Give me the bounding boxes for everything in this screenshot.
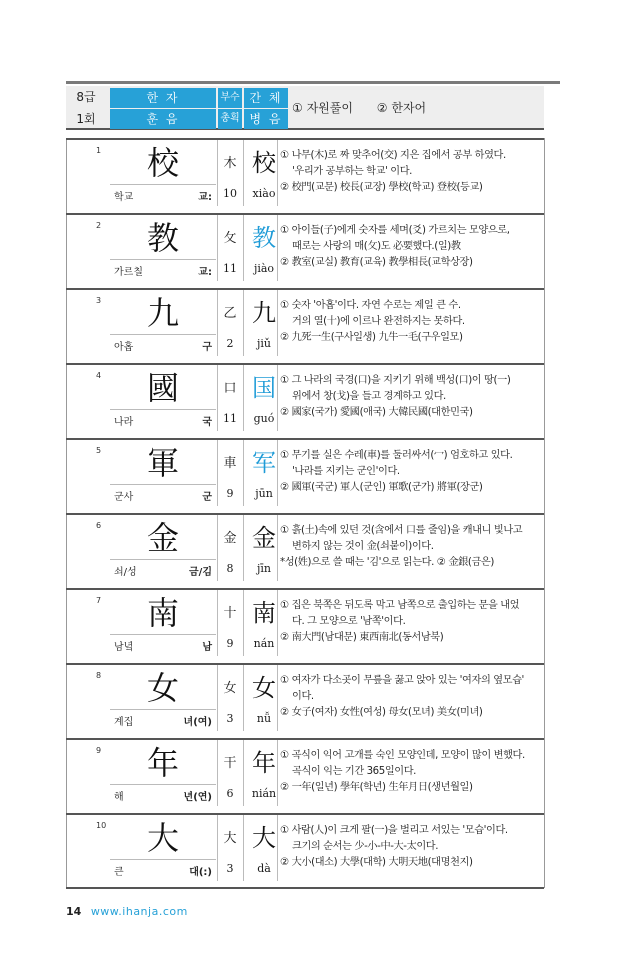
hanja-meaning: 남녘 xyxy=(114,642,134,653)
compound-words-header: ② 한자어 xyxy=(376,101,427,115)
entry-number: 9 xyxy=(96,746,102,755)
hanja-character: 九 xyxy=(146,294,179,332)
hanja-sound: 녀(여) xyxy=(183,717,212,728)
description xyxy=(280,298,544,346)
description-line: 다. 그 모양으로 '남쪽'이다. xyxy=(292,616,406,627)
row-divider xyxy=(66,738,544,740)
description xyxy=(280,148,544,196)
description-line: ① 여자가 다소곳이 무릎을 꿇고 앉아 있는 '여자의 옆모습' xyxy=(280,675,524,686)
hanja-cell xyxy=(110,142,216,184)
radical: 女 xyxy=(223,681,237,696)
meaning-sound-cell xyxy=(110,259,216,279)
table-row xyxy=(66,438,544,506)
description-line: 때로는 사랑의 매(攵)도 必要했다.(일)教 xyxy=(292,241,461,252)
meaning-sound-cell xyxy=(110,559,216,579)
row-divider xyxy=(66,813,544,815)
stroke-count: 3 xyxy=(226,862,234,875)
hanja-character: 大 xyxy=(146,819,179,857)
hanja-meaning: 학교 xyxy=(114,192,134,203)
hanja-sound: 대(:) xyxy=(189,867,212,878)
description-line: ② 校門(교문) 校長(교장) 學校(학교) 登校(등교) xyxy=(280,182,483,193)
meaning-sound-cell xyxy=(110,184,216,204)
radical: 車 xyxy=(223,456,237,471)
simplified-header: 간 체 xyxy=(244,88,288,108)
description-line: ① 사람(人)이 크게 팔(一)을 벌리고 서있는 '모습'이다. xyxy=(280,825,508,836)
stroke-count: 6 xyxy=(226,787,234,800)
pinyin: jīn xyxy=(256,562,271,575)
table-row xyxy=(66,213,544,281)
description-line: '나라를 지키는 군인'이다. xyxy=(292,466,400,477)
description-line: ① 집은 북쪽은 뒤도록 막고 남쪽으로 출입하는 문을 내었 xyxy=(280,600,520,611)
pinyin: nǚ xyxy=(256,712,272,725)
hanja-sound: 교: xyxy=(198,192,212,203)
etymology-header: ① 자원풀이 xyxy=(292,101,353,115)
top-rule xyxy=(66,81,560,84)
description-line: ② 教室(교실) 教育(교육) 教學相長(교학상장) xyxy=(280,257,473,268)
page-number: 14 xyxy=(66,905,82,918)
row-divider xyxy=(66,663,544,665)
hanja-meaning: 쇠/성 xyxy=(114,567,137,578)
hanja-sound: 국 xyxy=(202,417,212,428)
meaning-sound-cell xyxy=(110,334,216,354)
description xyxy=(280,373,544,421)
hanja-meaning: 아홉 xyxy=(114,342,134,353)
description-line: ② 國軍(국군) 軍人(군인) 軍歌(군가) 將軍(장군) xyxy=(280,482,483,493)
hanja-cell xyxy=(110,742,216,784)
radical: 干 xyxy=(223,756,237,771)
radical: 攵 xyxy=(223,231,237,246)
stroke-count: 10 xyxy=(223,187,237,200)
table-row xyxy=(66,288,544,356)
description-line: 곡식이 익는 기간 365일이다. xyxy=(292,766,417,777)
row-divider xyxy=(66,513,544,515)
session-label: 1회 xyxy=(76,112,96,126)
description xyxy=(280,748,544,796)
hanja-cell xyxy=(110,292,216,334)
entry-number: 4 xyxy=(96,371,102,380)
stroke-count: 11 xyxy=(223,262,237,275)
entry-number: 10 xyxy=(96,821,107,830)
hanja-cell xyxy=(110,442,216,484)
description-line: ① 무기를 실은 수레(車)를 둘러싸서(冖) 엄호하고 있다. xyxy=(280,450,513,461)
meaning-sound-cell xyxy=(110,859,216,879)
radical: 口 xyxy=(223,381,237,396)
hanja-sound: 군 xyxy=(202,492,212,503)
simplified-character: 校 xyxy=(252,149,276,177)
hanja-meaning: 가르칠 xyxy=(114,267,143,278)
simplified-character: 金 xyxy=(252,524,276,552)
row-divider xyxy=(66,213,544,215)
table-right-border xyxy=(544,138,545,888)
hanja-meaning: 군사 xyxy=(114,492,134,503)
level-session xyxy=(66,86,106,130)
pinyin: nián xyxy=(251,787,277,800)
description-line: ① 그 나라의 국경(口)을 지키기 위해 백성(口)이 땅(一) xyxy=(280,375,511,386)
pinyin: xiào xyxy=(252,187,276,200)
meaning-sound-cell xyxy=(110,784,216,804)
description-line: 거의 열(十)에 이르나 완전하지는 못하다. xyxy=(292,316,465,327)
stroke-count: 8 xyxy=(226,562,234,575)
hanja-cell xyxy=(110,217,216,259)
description xyxy=(280,823,544,871)
radical: 乙 xyxy=(223,306,237,321)
row-divider xyxy=(66,438,544,440)
row-divider xyxy=(66,588,544,590)
hanja-sound: 남 xyxy=(202,642,212,653)
hanja-meaning: 해 xyxy=(114,792,124,803)
description-line: ② 九死一生(구사일생) 九牛一毛(구우일모) xyxy=(280,332,463,343)
hanja-sound: 년(연) xyxy=(183,792,212,803)
hanja-sound: 금/김 xyxy=(189,567,212,578)
hanja-meaning: 계집 xyxy=(114,717,134,728)
bottom-rule xyxy=(66,887,544,889)
hanja-cell xyxy=(110,592,216,634)
table-row xyxy=(66,588,544,656)
simplified-character: 大 xyxy=(252,824,276,852)
simplified-character: 国 xyxy=(252,374,276,402)
entry-number: 1 xyxy=(96,146,102,155)
stroke-count: 2 xyxy=(226,337,234,350)
row-divider xyxy=(66,288,544,290)
description-line: ① 숫자 '아홉'이다. 자연 수로는 제일 큰 수. xyxy=(280,300,461,311)
description-line: '우리가 공부하는 학교' 이다. xyxy=(292,166,413,177)
table-row xyxy=(66,138,544,206)
row-divider xyxy=(66,138,544,140)
hanja-sound: 교: xyxy=(198,267,212,278)
simplified-character: 年 xyxy=(252,749,276,777)
meaning-sound-cell xyxy=(110,709,216,729)
description-line: ② 南大門(남대문) 東西南北(동서남북) xyxy=(280,632,444,643)
meaning-sound-cell xyxy=(110,634,216,654)
hanja-cell xyxy=(110,367,216,409)
stroke-count: 9 xyxy=(226,487,234,500)
hanja-character: 女 xyxy=(146,669,179,707)
description xyxy=(280,673,544,721)
radical: 十 xyxy=(223,606,237,621)
hanja-character: 年 xyxy=(146,744,179,782)
meaning-sound-header: 훈 음 xyxy=(110,109,216,129)
hanja-character: 校 xyxy=(146,144,179,182)
page-footer xyxy=(66,905,188,918)
hanja-character: 南 xyxy=(146,594,179,632)
description-line: 변하지 않는 것이 金(쇠붙이)이다. xyxy=(292,541,434,552)
hanja-sound: 구 xyxy=(202,342,212,353)
level-label: 8급 xyxy=(76,90,96,104)
description-line: ② 大小(대소) 大學(대학) 大明天地(대명천지) xyxy=(280,857,473,868)
description-line: *성(姓)으로 쓸 때는 '김'으로 읽는다. ② 金銀(금은) xyxy=(280,557,494,568)
pinyin: jiào xyxy=(253,262,275,275)
table-header xyxy=(66,86,544,130)
simplified-character: 南 xyxy=(252,599,276,627)
stroke-count-header: 총획 xyxy=(218,109,242,129)
hanja-meaning: 나라 xyxy=(114,417,134,428)
description-line: 크기의 순서는 少-小-中-大-太이다. xyxy=(292,841,439,852)
hanja-character: 教 xyxy=(146,219,179,257)
stroke-count: 9 xyxy=(226,637,234,650)
entry-number: 5 xyxy=(96,446,102,455)
pinyin: jiǔ xyxy=(256,337,271,350)
hanja-meaning: 큰 xyxy=(114,867,124,878)
table-row xyxy=(66,663,544,731)
table-row xyxy=(66,513,544,581)
hanja-character: 軍 xyxy=(146,444,179,482)
entry-number: 8 xyxy=(96,671,102,680)
description-line: ① 아이들(子)에게 숫자를 세며(爻) 가르치는 모양으로, xyxy=(280,225,510,236)
description-line: ① 나무(木)로 짜 맞추어(交) 지은 집에서 공부 하였다. xyxy=(280,150,506,161)
radical: 木 xyxy=(223,156,237,171)
hanja-cell xyxy=(110,667,216,709)
description-line: ① 흙(土)속에 있던 것(含에서 口를 줄임)을 캐내니 빛나고 xyxy=(280,525,523,536)
description-header xyxy=(292,86,446,130)
simplified-character: 教 xyxy=(252,224,276,252)
pinyin: nán xyxy=(253,637,275,650)
description-line: ② 一年(일년) 學年(학년) 生年月日(생년월일) xyxy=(280,782,473,793)
radical: 大 xyxy=(223,831,237,846)
meaning-sound-cell xyxy=(110,484,216,504)
hanja-character: 國 xyxy=(146,369,179,407)
table-row xyxy=(66,738,544,806)
hanja-cell xyxy=(110,517,216,559)
pinyin-header: 병 음 xyxy=(244,109,288,129)
entry-number: 6 xyxy=(96,521,102,530)
hanja-header: 한 자 xyxy=(110,88,216,108)
table-row xyxy=(66,813,544,881)
website-link[interactable]: www.ihanja.com xyxy=(90,905,188,918)
stroke-count: 11 xyxy=(223,412,237,425)
description xyxy=(280,223,544,271)
entry-number: 2 xyxy=(96,221,102,230)
meaning-sound-cell xyxy=(110,409,216,429)
stroke-count: 3 xyxy=(226,712,234,725)
entry-number: 7 xyxy=(96,596,102,605)
row-divider xyxy=(66,363,544,365)
pinyin: guó xyxy=(253,412,275,425)
description xyxy=(280,448,544,496)
hanja-character: 金 xyxy=(146,519,179,557)
description-line: ② 女子(여자) 女性(여성) 母女(모녀) 美女(미녀) xyxy=(280,707,483,718)
pinyin: dà xyxy=(257,862,271,875)
simplified-character: 女 xyxy=(252,674,276,702)
simplified-character: 军 xyxy=(252,449,276,477)
entry-number: 3 xyxy=(96,296,102,305)
hanja-cell xyxy=(110,817,216,859)
description-line: 이다. xyxy=(292,691,314,702)
simplified-character: 九 xyxy=(252,299,276,327)
pinyin: jūn xyxy=(255,487,273,500)
table-row xyxy=(66,363,544,431)
description-line: 위에서 창(戈)을 들고 경계하고 있다. xyxy=(292,391,446,402)
description xyxy=(280,523,544,571)
radical: 金 xyxy=(223,531,237,546)
description-line: ① 곡식이 익어 고개를 숙인 모양인데, 모양이 많이 변했다. xyxy=(280,750,525,761)
description-line: ② 國家(국가) 愛國(애국) 大韓民國(대한민국) xyxy=(280,407,473,418)
description xyxy=(280,598,544,646)
radical-header: 부수 xyxy=(218,88,242,108)
